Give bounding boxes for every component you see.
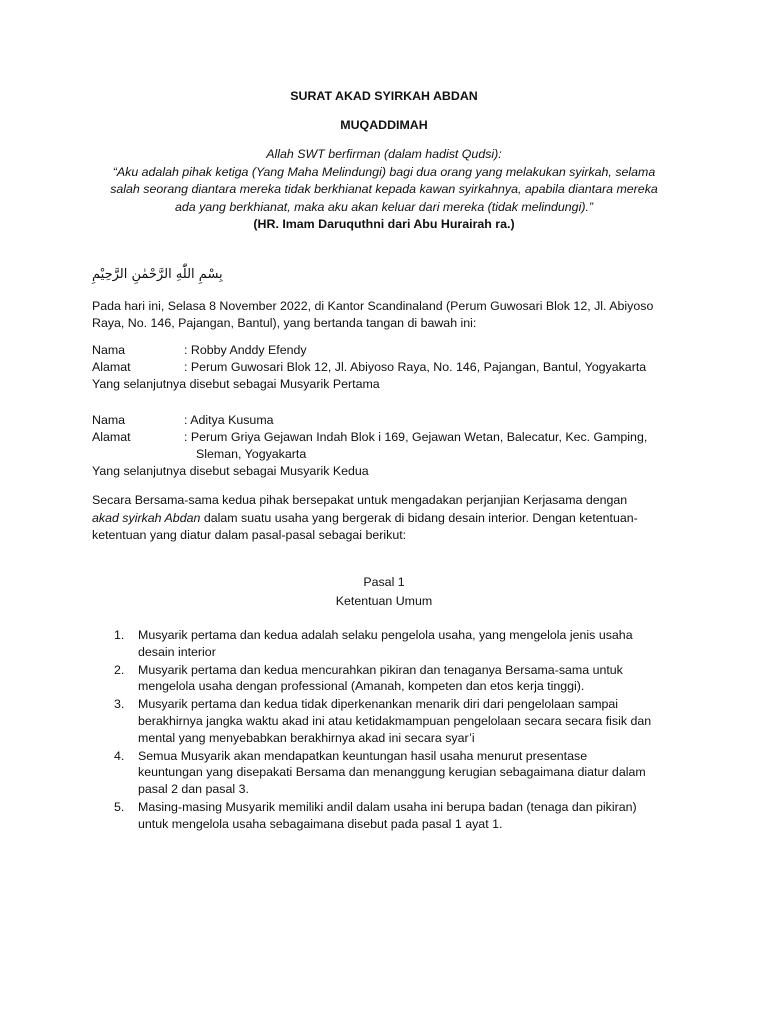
clause-line: mengelola usaha dengan professional (Amanah, kompeten dan etos kerja tinggi).	[138, 679, 585, 694]
name-label: Nama	[92, 413, 126, 427]
name-label: Nama	[92, 343, 126, 357]
pasal-title: Ketentuan Umum	[335, 594, 433, 608]
clause-line: pasal 2 dan pasal 3.	[138, 782, 249, 797]
pasal-number: Pasal 1	[363, 575, 405, 589]
basmalah: بِسْمِ اللّٰهِ الرَّحْمٰنِ الرَّحِيْمِ	[92, 267, 223, 282]
section-heading: MUQADDIMAH	[340, 118, 428, 132]
party-name-row	[92, 342, 676, 359]
clause-item	[92, 696, 676, 746]
clause-line: desain interior	[138, 644, 216, 659]
clause-line: Masing-masing Musyarik memiliki andil dalam usaha ini berupa badan (tenaga dan pikiran)	[138, 799, 637, 814]
clause-text	[138, 748, 676, 798]
quote-source: (HR. Imam Daruquthni dari Abu Hurairah ra.)	[253, 217, 515, 231]
address-line: : Perum Griya Gejawan Indah Blok i 169, Gejawan Wetan, Balecatur, Kec. Gamping,	[184, 430, 648, 444]
quote-line: salah seorang diantara mereka tidak berkhianat kepada kawan syirkahnya, apabila diantara mereka	[110, 182, 658, 196]
clause-item	[92, 799, 676, 833]
name-value: : Aditya Kusuma	[184, 413, 274, 427]
intro-line: Raya, No. 146, Pajangan, Bantul), yang bertanda tangan di bawah ini:	[92, 316, 477, 330]
pasal-heading	[0, 573, 768, 611]
clause-text	[138, 696, 676, 746]
intro-paragraph	[92, 298, 676, 332]
clause-line: Musyarik pertama dan kedua adalah selaku pengelola usaha, yang mengelola jenis usaha	[138, 628, 633, 642]
agreement-paragraph	[92, 492, 676, 545]
clause-item	[92, 662, 676, 696]
clause-item	[92, 627, 676, 661]
quote-line: ada yang berkhianat, maka aku akan keluar dari mereka (tidak melindungi).”	[174, 199, 594, 214]
intro-line: Pada hari ini, Selasa 8 November 2022, di Kantor Scandinaland (Perum Guwosari Blok 12, Jl. Abiyoso	[92, 299, 654, 313]
document-title: SURAT AKAD SYIRKAH ABDAN	[290, 89, 478, 103]
party-designation: Yang selanjutnya disebut sebagai Musyarik Pertama	[92, 377, 380, 391]
party-second	[92, 412, 676, 480]
clause-line: keuntungan yang disepakati Bersama dan menanggung kerugian sebagaimana diatur dalam	[138, 765, 646, 780]
agreement-line: Secara Bersama-sama kedua pihak bersepakat untuk mengadakan perjanjian Kerjasama dengan	[92, 493, 628, 507]
quote-intro: Allah SWT berfirman (dalam hadist Qudsi):	[266, 147, 502, 161]
hadith-quote	[92, 146, 676, 234]
party-designation: Yang selanjutnya disebut sebagai Musyarik Kedua	[92, 464, 369, 478]
clause-line: Musyarik pertama dan kedua tidak diperkenankan menarik diri dari pengelolaan sampai	[138, 697, 619, 712]
clause-number: 5.	[114, 799, 125, 814]
clause-text	[138, 799, 676, 833]
clause-number: 1.	[114, 628, 125, 642]
clause-number: 4.	[114, 748, 125, 763]
clause-line: Musyarik pertama dan kedua mencurahkan pikiran dan tenaganya Bersama-sama untuk	[138, 662, 623, 677]
name-value: : Robby Anddy Efendy	[184, 343, 307, 357]
clause-text	[138, 662, 676, 696]
clause-item	[92, 748, 676, 798]
clause-number: 3.	[114, 697, 125, 712]
agreement-line	[92, 510, 676, 528]
clause-list	[92, 627, 676, 833]
clause-line: Semua Musyarik akan mendapatkan keuntungan hasil usaha menurut presentase	[138, 748, 588, 763]
address-value	[184, 429, 676, 463]
address-value: : Perum Guwosari Blok 12, Jl. Abiyoso Raya, No. 146, Pajangan, Bantul, Yogyakarta	[184, 360, 647, 374]
clause-line: untuk mengelola usaha sebagaimana disebut pada pasal 1 ayat 1.	[138, 816, 503, 831]
akad-term: akad syirkah Abdan	[92, 510, 201, 525]
party-name-row	[92, 412, 676, 429]
clause-text	[138, 627, 676, 661]
clause-line: mental yang menyebabkan berakhirnya akad ini secara syar’i	[138, 730, 475, 745]
agreement-line: ketentuan yang diatur dalam pasal-pasal sebagai berikut:	[92, 528, 407, 542]
party-first	[92, 342, 676, 393]
clause-number: 2.	[114, 662, 125, 677]
agreement-line-rest: dalam suatu usaha yang bergerak di bidang desain interior. Dengan ketentuan-	[200, 510, 638, 525]
party-address-row	[92, 359, 676, 376]
address-label: Alamat	[92, 360, 131, 374]
clause-line: berakhirnya jangka waktu akad ini atau ketidakmampuan pengelolaan secara secara fisik dan	[138, 713, 652, 728]
address-label: Alamat	[92, 430, 131, 444]
party-address-row	[92, 429, 676, 463]
quote-line: “Aku adalah pihak ketiga (Yang Maha Melindungi) bagi dua orang yang melakukan syirkah, selama	[112, 164, 656, 179]
address-line-continued: Sleman, Yogyakarta	[196, 447, 307, 461]
